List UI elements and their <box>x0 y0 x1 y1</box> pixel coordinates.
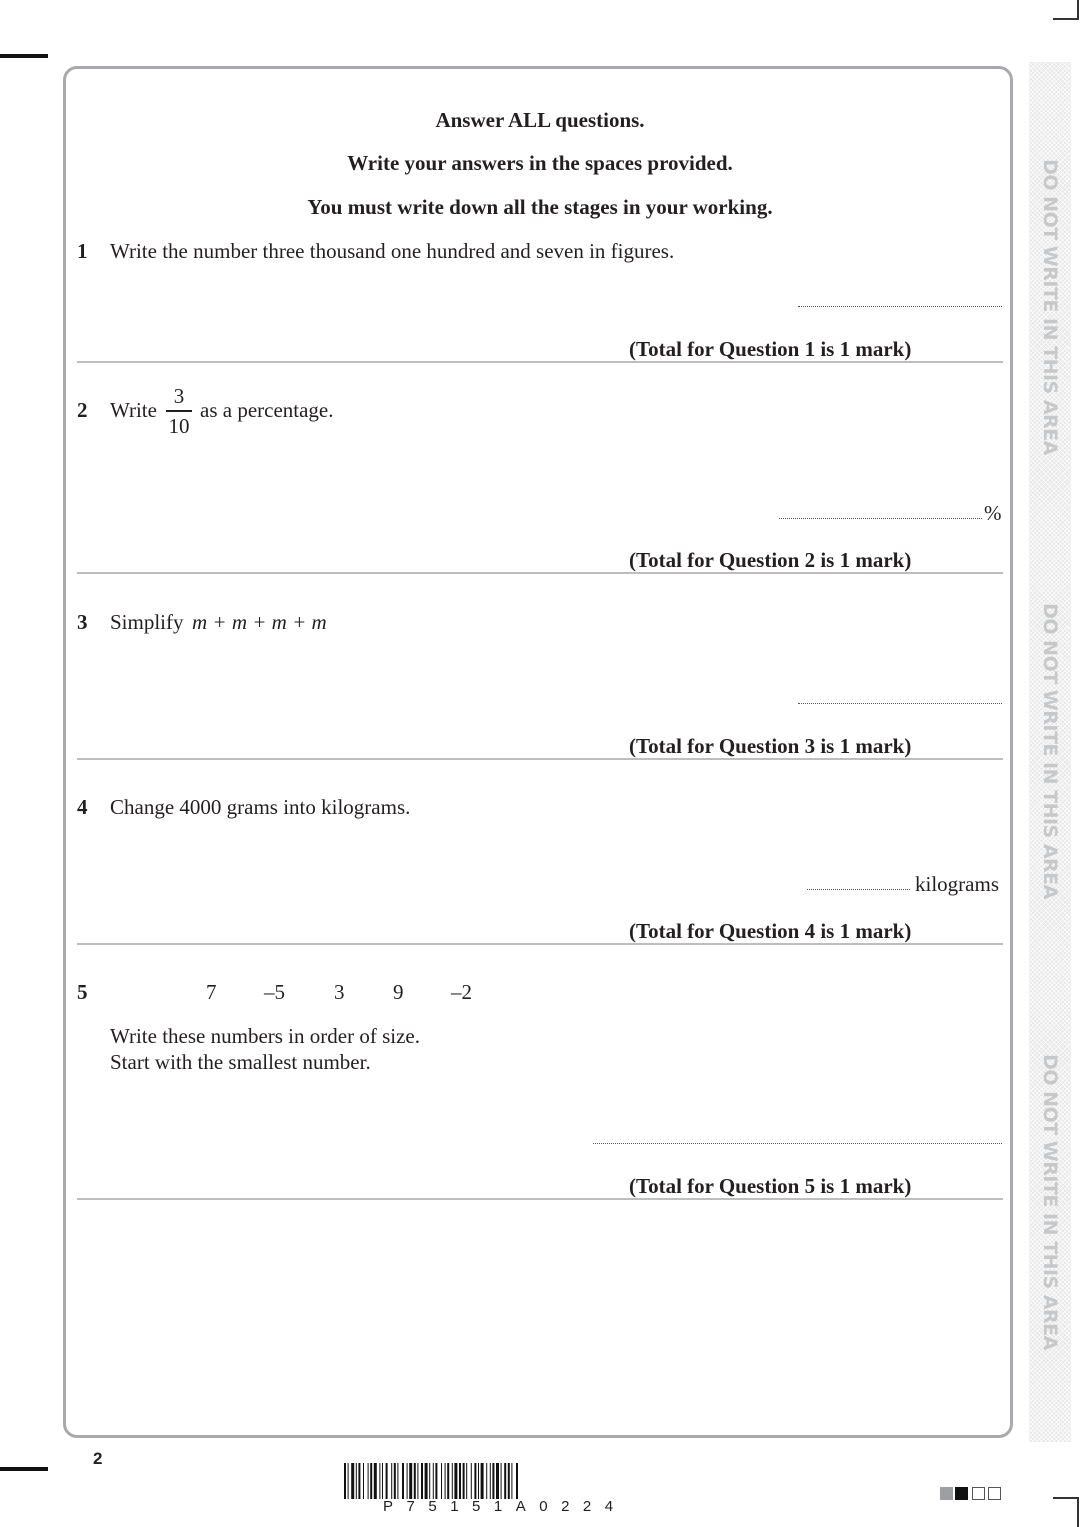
question-5-instruction-2: Start with the smallest number. <box>110 1050 371 1074</box>
page-number: 2 <box>93 1449 103 1468</box>
question-1-text: Write the number three thousand one hundred and seven in figures. <box>110 239 675 263</box>
question-5-number-4: 9 <box>393 980 404 1004</box>
question-3-expression: m + m + m + m <box>192 610 327 634</box>
fraction-numerator: 3 <box>173 384 185 408</box>
question-3-answer-line[interactable] <box>798 703 1002 704</box>
question-1-divider <box>77 361 1003 363</box>
instruction-answer-all: Answer ALL questions. <box>435 108 645 132</box>
question-5-total: (Total for Question 5 is 1 mark) <box>629 1174 912 1198</box>
do-not-write-label-middle: DO NOT WRITE IN THIS AREA <box>1039 603 1061 899</box>
question-5-instruction-1: Write these numbers in order of size. <box>110 1024 420 1048</box>
crop-mark-top-right <box>1053 0 1079 20</box>
question-4-answer-unit: kilograms <box>915 872 999 896</box>
instruction-answer-spaces: Write your answers in the spaces provided. <box>347 151 733 175</box>
question-1-total: (Total for Question 1 is 1 mark) <box>629 337 912 361</box>
question-2-divider <box>77 572 1003 574</box>
sheet-marker-1 <box>940 1487 953 1500</box>
question-4-answer-line[interactable] <box>807 889 910 890</box>
question-3-divider <box>77 758 1003 760</box>
do-not-write-label-top: DO NOT WRITE IN THIS AREA <box>1039 159 1061 455</box>
crop-mark-top-left <box>0 54 48 58</box>
question-2-number: 2 <box>77 398 88 422</box>
question-5-answer-line[interactable] <box>593 1143 1002 1144</box>
question-5-number-1: 7 <box>206 980 217 1004</box>
question-2-answer-unit: % <box>984 501 1002 525</box>
question-5-number-5: –2 <box>451 980 472 1004</box>
barcode-number: P75151A0224 <box>383 1498 627 1515</box>
fraction-bar <box>166 410 192 412</box>
barcode-image <box>344 1463 734 1499</box>
question-5-number-3: 3 <box>334 980 345 1004</box>
question-5-number-2: –5 <box>264 980 285 1004</box>
crop-mark-bottom-left <box>0 1467 48 1471</box>
question-3-number: 3 <box>77 610 88 634</box>
question-3-text: Simplify <box>110 610 184 634</box>
crop-mark-bottom-right <box>1053 1497 1079 1527</box>
question-2-total: (Total for Question 2 is 1 mark) <box>629 548 912 572</box>
question-1-answer-line[interactable] <box>798 306 1002 307</box>
question-4-text: Change 4000 grams into kilograms. <box>110 795 411 819</box>
question-2-text-after: as a percentage. <box>200 398 334 422</box>
question-5-divider <box>77 1198 1003 1200</box>
fraction-denominator: 10 <box>168 414 190 438</box>
sheet-marker-4 <box>988 1487 1001 1500</box>
sheet-marker-3 <box>972 1487 985 1500</box>
question-4-number: 4 <box>77 795 88 819</box>
instruction-show-working: You must write down all the stages in your working. <box>307 195 773 219</box>
do-not-write-label-bottom: DO NOT WRITE IN THIS AREA <box>1039 1054 1061 1350</box>
question-3-total: (Total for Question 3 is 1 mark) <box>629 734 912 758</box>
question-2-answer-line[interactable] <box>779 518 982 519</box>
question-1-number: 1 <box>77 239 88 263</box>
question-5-number: 5 <box>77 980 88 1004</box>
question-2-text-before: Write <box>110 398 157 422</box>
question-4-total: (Total for Question 4 is 1 mark) <box>629 919 912 943</box>
sheet-marker-2 <box>955 1487 968 1500</box>
question-4-divider <box>77 943 1003 945</box>
